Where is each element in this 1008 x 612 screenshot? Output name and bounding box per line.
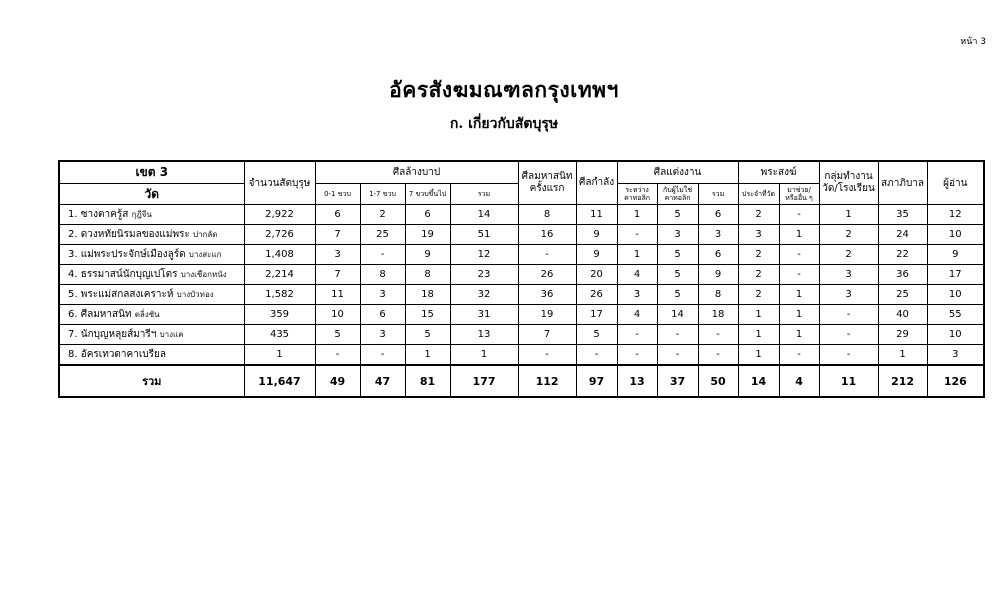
parish-district: บางเชือกหนัง [180, 270, 227, 279]
parish-name: อัครเทวดาคาเบรียล [80, 349, 166, 360]
lect-cell: 17 [927, 265, 984, 285]
mt-cell: 8 [698, 285, 738, 305]
pr-cell: 1 [738, 345, 779, 366]
page-number: หน้า 3 [960, 37, 986, 47]
b17-cell: 8 [360, 265, 405, 285]
conf-cell: 11 [576, 205, 617, 225]
baptism-7-up-header: 7 ขวบขึ้นไป [405, 184, 450, 205]
act-cell: 2 [819, 225, 878, 245]
priests-resident-header: ประจำที่วัด [738, 184, 779, 205]
b7-cell: 9 [405, 245, 450, 265]
statistics-table [58, 160, 985, 398]
ph-cell: 1 [779, 325, 819, 345]
mm-cell: 5 [657, 265, 698, 285]
parish-cell [59, 345, 244, 366]
baptism-total-header: รวม [450, 184, 518, 205]
total-council-cell: 212 [878, 365, 927, 397]
total-label: รวม [59, 365, 244, 397]
total-mm-cell: 37 [657, 365, 698, 397]
btot-cell: 14 [450, 205, 518, 225]
council-cell: 35 [878, 205, 927, 225]
marriage-mixed-header: กับผู้ไม่ใช่คาทอลิก [657, 184, 698, 205]
baptism-0-1-header: 0-1 ขวบ [315, 184, 360, 205]
parish-name: ศีลมหาสนิท [80, 309, 132, 320]
row-number: 3. [68, 249, 78, 260]
council-cell: 29 [878, 325, 927, 345]
page-title: อัครสังฆมณฑลกรุงเทพฯ [389, 77, 619, 102]
mc-cell: - [617, 325, 657, 345]
act-cell: 3 [819, 265, 878, 285]
lect-cell: 3 [927, 345, 984, 366]
b7-cell: 19 [405, 225, 450, 245]
total-lect-cell: 126 [927, 365, 984, 397]
table-row [59, 265, 984, 285]
lect-cell: 12 [927, 205, 984, 225]
parish-cell [59, 305, 244, 325]
act-cell: 3 [819, 285, 878, 305]
parish-district: บางบัวทอง [176, 290, 214, 299]
conf-cell: 17 [576, 305, 617, 325]
ph-cell: - [779, 345, 819, 366]
b7-cell: 15 [405, 305, 450, 325]
pr-cell: 3 [738, 225, 779, 245]
b7-cell: 1 [405, 345, 450, 366]
fc-cell: 16 [518, 225, 576, 245]
b01-cell: 7 [315, 225, 360, 245]
total-act-cell: 11 [819, 365, 878, 397]
fc-cell: 36 [518, 285, 576, 305]
mm-cell: - [657, 345, 698, 366]
page-subtitle: ก. เกี่ยวกับสัตบุรุษ [449, 116, 559, 132]
lect-cell: 10 [927, 325, 984, 345]
parish-name: นักบุญหลุยส์มารีฯ [80, 329, 157, 340]
mc-cell: 4 [617, 265, 657, 285]
mt-cell: - [698, 345, 738, 366]
parish-name: แม่พระประจักษ์เมืองลูร์ด [80, 249, 186, 260]
row-number: 6. [68, 309, 78, 320]
fc-cell: - [518, 345, 576, 366]
btot-cell: 51 [450, 225, 518, 245]
fc-cell: 19 [518, 305, 576, 325]
pr-cell: 2 [738, 265, 779, 285]
parish-name: พระแม่สกลสงเคราะห์ [80, 289, 174, 300]
ph-cell: - [779, 205, 819, 225]
b01-cell: 7 [315, 265, 360, 285]
marriage-catholic-header: ระหว่างคาทอลิก [617, 184, 657, 205]
parish-cell [59, 245, 244, 265]
ph-cell: - [779, 265, 819, 285]
parish-header: วัด [59, 184, 244, 205]
council-cell: 1 [878, 345, 927, 366]
mm-cell: 3 [657, 225, 698, 245]
mm-cell: 5 [657, 205, 698, 225]
ph-cell: - [779, 245, 819, 265]
b17-cell: 3 [360, 285, 405, 305]
table-row [59, 245, 984, 265]
conf-cell: 5 [576, 325, 617, 345]
table-row [59, 305, 984, 325]
faithful-cell: 2,214 [244, 265, 315, 285]
faithful-cell: 1,408 [244, 245, 315, 265]
pr-cell: 2 [738, 245, 779, 265]
total-pr-cell: 14 [738, 365, 779, 397]
table-row [59, 345, 984, 366]
row-number: 2. [68, 229, 78, 240]
act-cell: 1 [819, 205, 878, 225]
b01-cell: - [315, 345, 360, 366]
btot-cell: 32 [450, 285, 518, 305]
baptism-header: ศีลล้างบาป [315, 161, 518, 184]
table-row [59, 285, 984, 305]
total-btot-cell: 177 [450, 365, 518, 397]
lect-cell: 10 [927, 285, 984, 305]
mm-cell: 14 [657, 305, 698, 325]
mt-cell: 18 [698, 305, 738, 325]
row-number: 4. [68, 269, 78, 280]
b01-cell: 6 [315, 205, 360, 225]
mc-cell: 1 [617, 205, 657, 225]
pr-cell: 2 [738, 205, 779, 225]
b17-cell: - [360, 345, 405, 366]
total-mc-cell: 13 [617, 365, 657, 397]
mt-cell: 6 [698, 245, 738, 265]
b7-cell: 18 [405, 285, 450, 305]
b17-cell: 2 [360, 205, 405, 225]
total-fc-cell: 112 [518, 365, 576, 397]
conf-cell: 26 [576, 285, 617, 305]
parish-cell [59, 325, 244, 345]
parish-name: ธรรมาสน์นักบุญเปโตร [80, 269, 178, 280]
council-cell: 22 [878, 245, 927, 265]
council-header: สภาภิบาล [878, 161, 927, 205]
mt-cell: 3 [698, 225, 738, 245]
confirmation-header: ศีลกำลัง [576, 161, 617, 205]
btot-cell: 23 [450, 265, 518, 285]
total-conf-cell: 97 [576, 365, 617, 397]
fc-cell: - [518, 245, 576, 265]
total-b01-cell: 49 [315, 365, 360, 397]
lectors-header: ผู้อ่าน [927, 161, 984, 205]
act-cell: - [819, 305, 878, 325]
zone-header: เขต 3 [59, 161, 244, 184]
faithful-cell: 435 [244, 325, 315, 345]
b17-cell: 3 [360, 325, 405, 345]
conf-cell: 9 [576, 245, 617, 265]
mm-cell: - [657, 325, 698, 345]
parish-district: กุฎีจีน [131, 210, 152, 219]
b7-cell: 5 [405, 325, 450, 345]
parish-cell [59, 205, 244, 225]
table-row [59, 325, 984, 345]
mt-cell: - [698, 325, 738, 345]
fc-cell: 7 [518, 325, 576, 345]
parish-cell [59, 285, 244, 305]
row-number: 5. [68, 289, 78, 300]
parish-name: ดวงหทัยนิรมลของแม่พระ [80, 229, 190, 240]
total-faithful-cell: 11,647 [244, 365, 315, 397]
pr-cell: 1 [738, 305, 779, 325]
mm-cell: 5 [657, 245, 698, 265]
ph-cell: 1 [779, 225, 819, 245]
row-number: 1. [68, 209, 78, 220]
table-row [59, 205, 984, 225]
row-number: 8. [68, 349, 78, 360]
lect-cell: 10 [927, 225, 984, 245]
total-mt-cell: 50 [698, 365, 738, 397]
b01-cell: 3 [315, 245, 360, 265]
b17-cell: - [360, 245, 405, 265]
council-cell: 25 [878, 285, 927, 305]
parish-district: บางแค [159, 330, 184, 339]
council-cell: 40 [878, 305, 927, 325]
pr-cell: 2 [738, 285, 779, 305]
act-cell: - [819, 345, 878, 366]
b17-cell: 25 [360, 225, 405, 245]
total-ph-cell: 4 [779, 365, 819, 397]
mc-cell: 1 [617, 245, 657, 265]
faithful-cell: 2,922 [244, 205, 315, 225]
parish-district: บางสะแก [188, 250, 222, 259]
btot-cell: 12 [450, 245, 518, 265]
priests-helper-header: มาช่วย/หรืออื่น ๆ [779, 184, 819, 205]
parish-cell [59, 225, 244, 245]
mt-cell: 9 [698, 265, 738, 285]
fc-cell: 26 [518, 265, 576, 285]
b7-cell: 6 [405, 205, 450, 225]
faithful-cell: 1,582 [244, 285, 315, 305]
marriage-total-header: รวม [698, 184, 738, 205]
ph-cell: 1 [779, 285, 819, 305]
mc-cell: 4 [617, 305, 657, 325]
total-row [59, 365, 984, 397]
mm-cell: 5 [657, 285, 698, 305]
conf-cell: - [576, 345, 617, 366]
act-cell: - [819, 325, 878, 345]
conf-cell: 20 [576, 265, 617, 285]
b01-cell: 5 [315, 325, 360, 345]
row-number: 7. [68, 329, 78, 340]
conf-cell: 9 [576, 225, 617, 245]
b7-cell: 8 [405, 265, 450, 285]
lect-cell: 9 [927, 245, 984, 265]
ph-cell: 1 [779, 305, 819, 325]
btot-cell: 1 [450, 345, 518, 366]
faithful-cell: 2,726 [244, 225, 315, 245]
total-b7-cell: 81 [405, 365, 450, 397]
fc-cell: 8 [518, 205, 576, 225]
activities-header: กลุ่มทำงานวัด/โรงเรียน [819, 161, 878, 205]
parish-district: ตลิ่งชัน [134, 310, 160, 319]
marriage-header: ศีลแต่งงาน [617, 161, 738, 184]
parish-district: ปากลัด [192, 230, 218, 239]
parish-name: ซางตาครู้ส [80, 209, 129, 220]
parish-cell [59, 265, 244, 285]
mc-cell: 3 [617, 285, 657, 305]
mt-cell: 6 [698, 205, 738, 225]
faithful-cell: 1 [244, 345, 315, 366]
council-cell: 36 [878, 265, 927, 285]
act-cell: 2 [819, 245, 878, 265]
b01-cell: 10 [315, 305, 360, 325]
table-body [59, 205, 984, 398]
first-communion-header: ศีลมหาสนิทครั้งแรก [518, 161, 576, 205]
mc-cell: - [617, 345, 657, 366]
council-cell: 24 [878, 225, 927, 245]
mc-cell: - [617, 225, 657, 245]
baptism-1-7-header: 1-7 ขวบ [360, 184, 405, 205]
btot-cell: 13 [450, 325, 518, 345]
b01-cell: 11 [315, 285, 360, 305]
priests-header: พระสงฆ์ [738, 161, 819, 184]
btot-cell: 31 [450, 305, 518, 325]
faithful-cell: 359 [244, 305, 315, 325]
faithful-header: จำนวนสัตบุรุษ [244, 161, 315, 205]
total-b17-cell: 47 [360, 365, 405, 397]
table-row [59, 225, 984, 245]
pr-cell: 1 [738, 325, 779, 345]
b17-cell: 6 [360, 305, 405, 325]
lect-cell: 55 [927, 305, 984, 325]
